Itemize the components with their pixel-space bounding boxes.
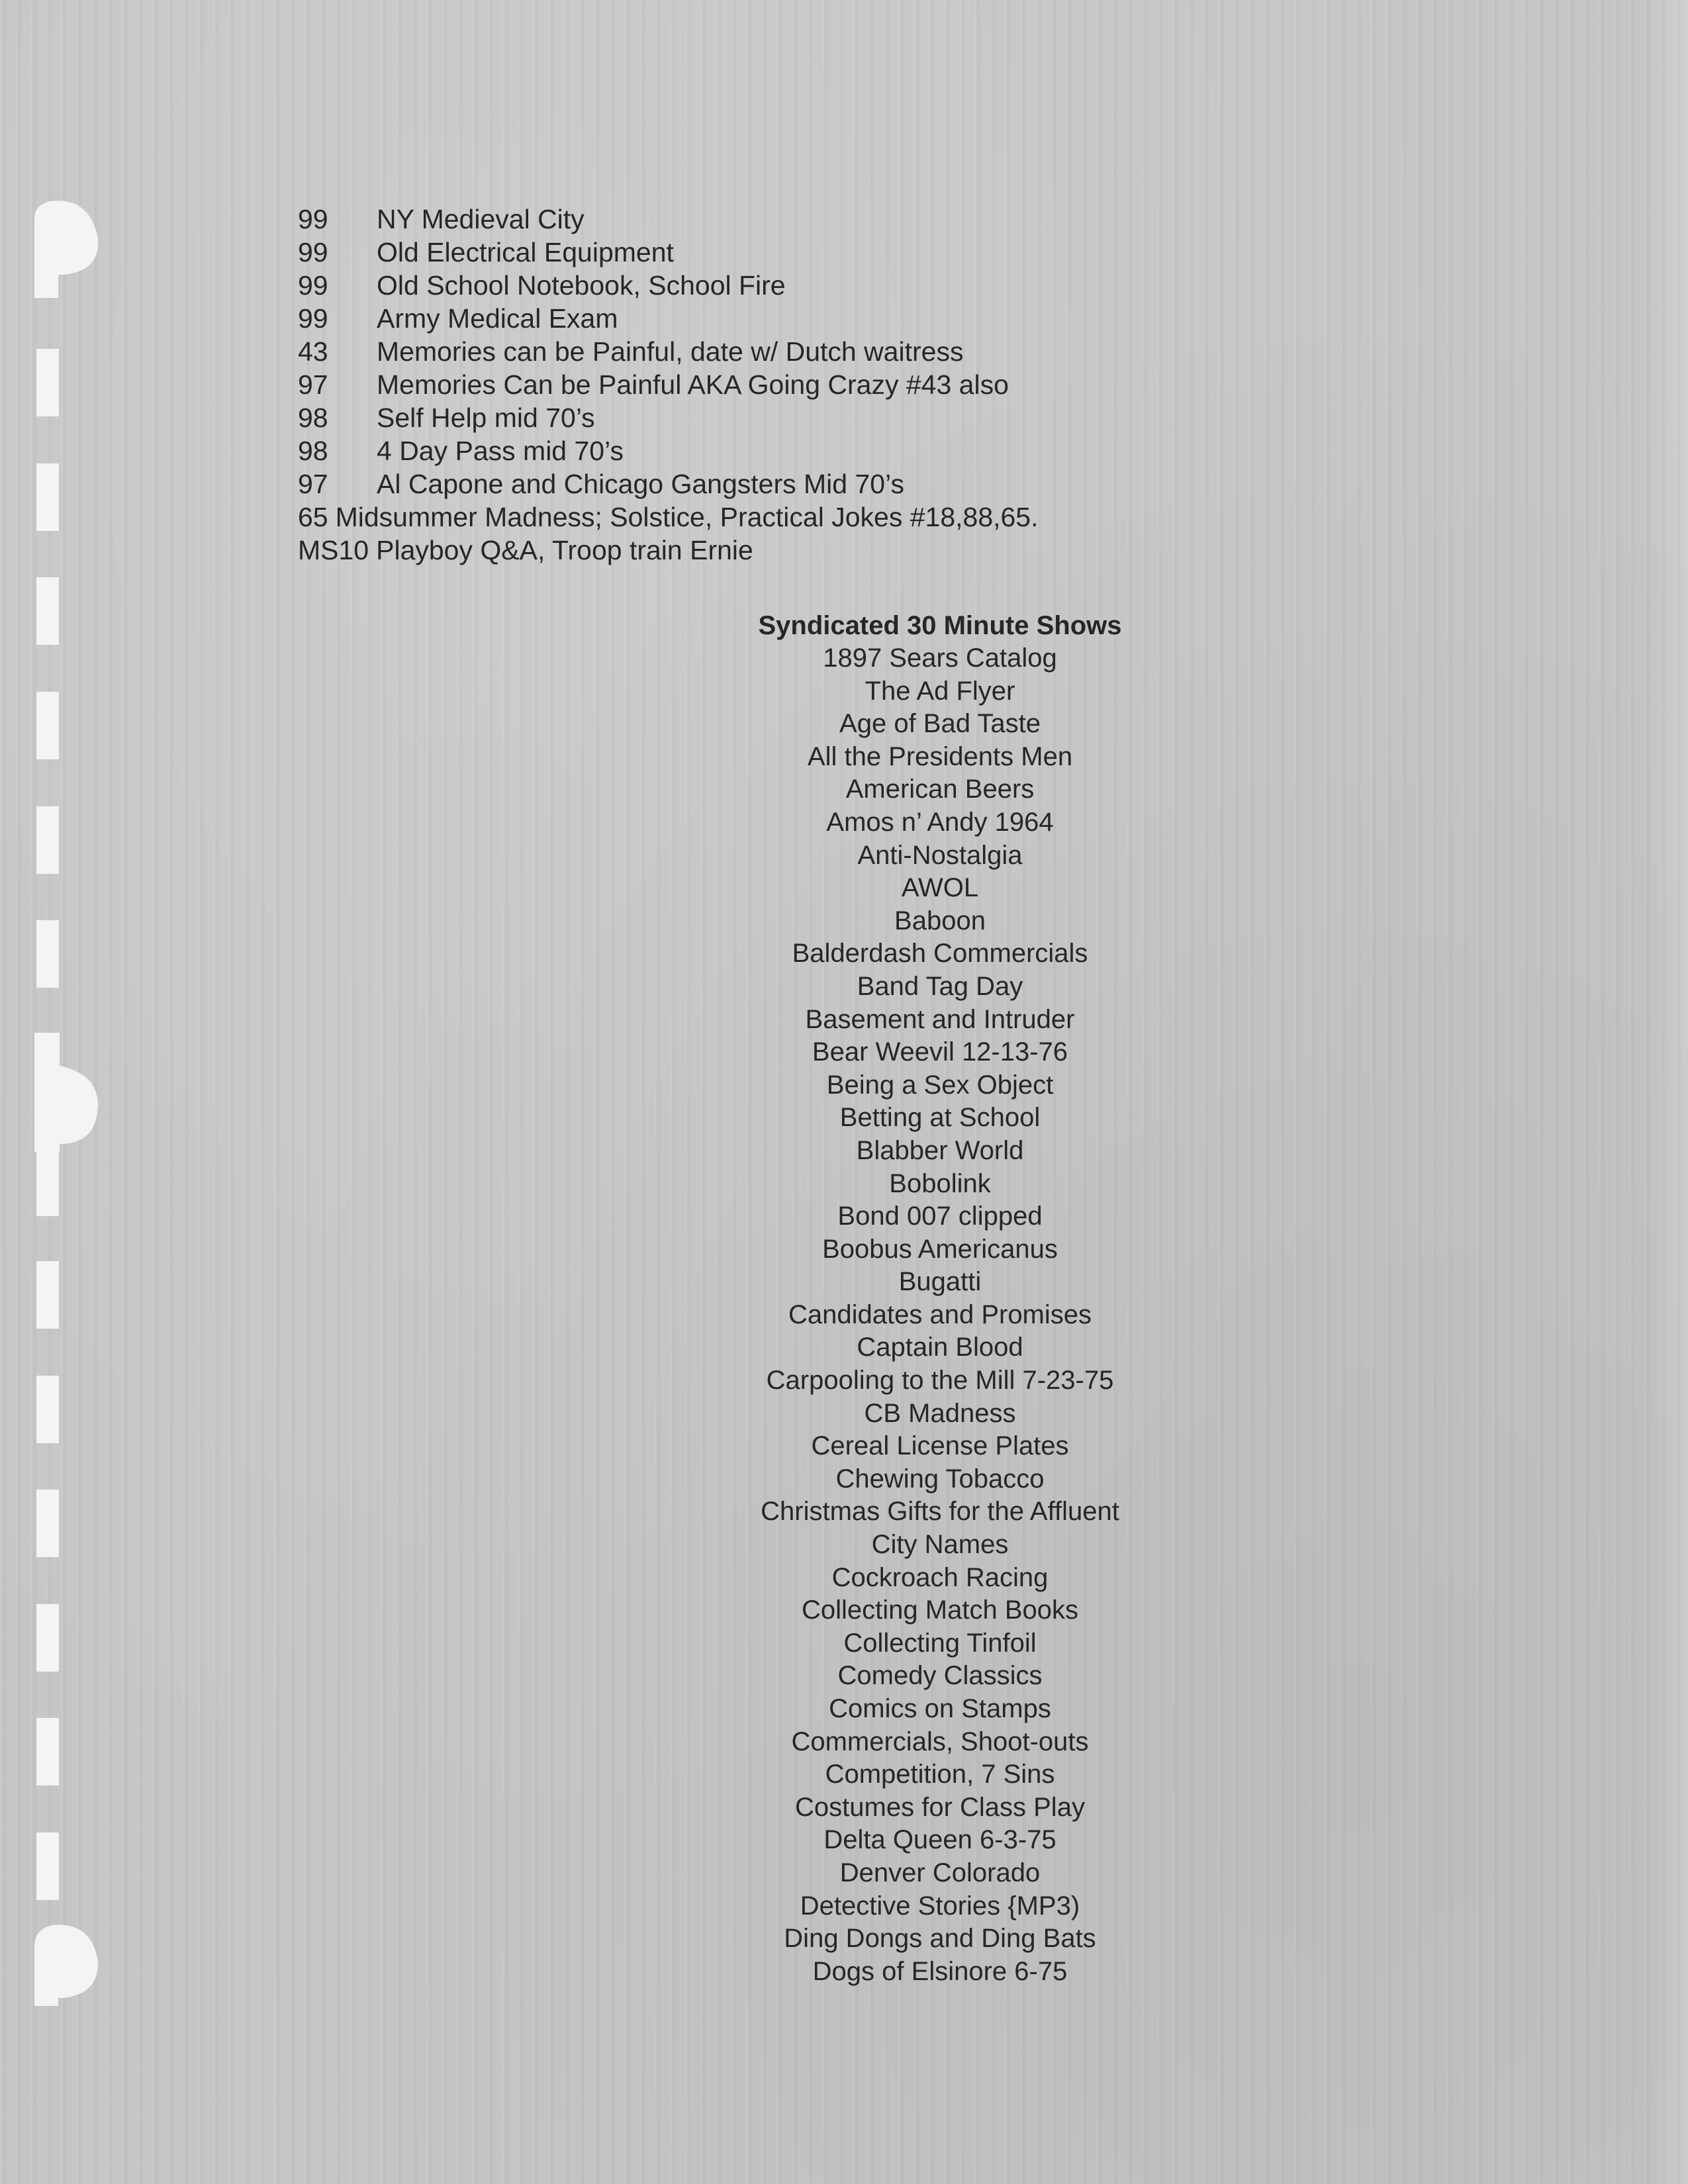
entry-number: 43 [298, 336, 328, 367]
show-title: Bugatti [898, 1267, 982, 1297]
syndicated-shows-section [662, 609, 1218, 1988]
show-title: Anti-Nostalgia [857, 840, 1023, 870]
entry-title: Old School Notebook, School Fire [377, 270, 786, 301]
show-title: Costumes for Class Play [795, 1792, 1085, 1822]
entry-title: Memories Can be Painful AKA Going Crazy #43 also [377, 369, 1009, 400]
list-item [298, 401, 1039, 434]
show-title: Boobus Americanus [822, 1234, 1058, 1264]
entry-title: Old Electrical Equipment [377, 237, 674, 267]
entry-title: Memories can be Painful, date w/ Dutch waitress [377, 336, 964, 367]
show-title: Betting at School [839, 1103, 1041, 1133]
show-title: Chewing Tobacco [835, 1464, 1045, 1494]
show-title: 1897 Sears Catalog [823, 643, 1057, 673]
show-title: Dogs of Elsinore 6-75 [812, 1956, 1068, 1986]
entry-number: MS10 [298, 535, 369, 565]
list-item [298, 534, 1039, 567]
page-edge-highlight [1648, 0, 1688, 2184]
entry-number: 99 [298, 237, 328, 267]
show-title: Cereal License Plates [811, 1431, 1069, 1461]
show-title: Baboon [894, 906, 986, 935]
show-title: Christmas Gifts for the Affluent [761, 1497, 1119, 1527]
show-title: CB Madness [864, 1398, 1016, 1428]
show-title: Band Tag Day [857, 971, 1023, 1001]
entry-number: 97 [298, 369, 328, 400]
show-title: Competition, 7 Sins [825, 1760, 1055, 1789]
show-title: Blabber World [856, 1135, 1024, 1165]
section-title: Syndicated 30 Minute Shows [758, 611, 1122, 640]
show-title: AWOL [901, 873, 979, 903]
entry-title: Midsummer Madness; Solstice, Practical Jokes #18,88,65. [335, 502, 1039, 532]
list-item [298, 368, 1039, 401]
show-title: All the Presidents Men [807, 741, 1073, 771]
list-item [298, 203, 1039, 236]
show-title: The Ad Flyer [865, 676, 1015, 706]
episode-number-list [298, 203, 1039, 567]
show-title: Being a Sex Object [826, 1070, 1054, 1100]
show-title: City Names [871, 1530, 1009, 1560]
entry-title: 4 Day Pass mid 70’s [377, 436, 624, 466]
show-title: Collecting Match Books [802, 1595, 1078, 1625]
list-item [298, 236, 1039, 269]
show-title: Basement and Intruder [805, 1004, 1075, 1034]
list-item [298, 302, 1039, 335]
show-title: Bobolink [889, 1168, 991, 1198]
show-title: American Beers [845, 775, 1035, 804]
show-title: Collecting Tinfoil [843, 1628, 1037, 1658]
list-item [298, 500, 1039, 534]
entry-title: Al Capone and Chicago Gangsters Mid 70’s [377, 469, 904, 499]
entry-number: 98 [298, 403, 328, 433]
entry-title: Self Help mid 70’s [377, 403, 595, 433]
list-item [298, 467, 1039, 500]
show-title: Commercials, Shoot-outs [791, 1727, 1089, 1756]
show-title: Cockroach Racing [831, 1562, 1049, 1592]
entry-number: 97 [298, 469, 328, 499]
entry-number: 99 [298, 270, 328, 301]
list-item [298, 269, 1039, 302]
list-item [298, 335, 1039, 368]
entry-title: NY Medieval City [377, 204, 585, 234]
shows-list [662, 642, 1218, 1988]
show-title: Captain Blood [857, 1333, 1023, 1362]
show-title: Candidates and Promises [788, 1300, 1092, 1329]
show-title: Bond 007 clipped [837, 1202, 1043, 1231]
show-title: Delta Queen 6-3-75 [823, 1825, 1056, 1855]
entry-number: 65 [298, 502, 328, 532]
entry-title: Army Medical Exam [377, 303, 618, 334]
show-title: Balderdash Commercials [792, 939, 1088, 969]
binder-punch-holes [0, 0, 116, 2184]
list-item [298, 434, 1039, 467]
show-title: Bear Weevil 12-13-76 [812, 1037, 1068, 1067]
show-title: Amos n’ Andy 1964 [826, 807, 1054, 837]
entry-number: 98 [298, 436, 328, 466]
show-title: Ding Dongs and Ding Bats [784, 1924, 1096, 1954]
show-title: Carpooling to the Mill 7-23-75 [766, 1366, 1114, 1396]
show-title: Age of Bad Taste [839, 709, 1041, 739]
show-title: Comics on Stamps [829, 1694, 1051, 1723]
entry-title: Playboy Q&A, Troop train Ernie [376, 535, 753, 565]
show-title: Denver Colorado [839, 1858, 1041, 1887]
entry-number: 99 [298, 204, 328, 234]
show-title: Comedy Classics [837, 1661, 1043, 1691]
entry-number: 99 [298, 303, 328, 334]
show-title: Detective Stories {MP3) [800, 1891, 1080, 1921]
